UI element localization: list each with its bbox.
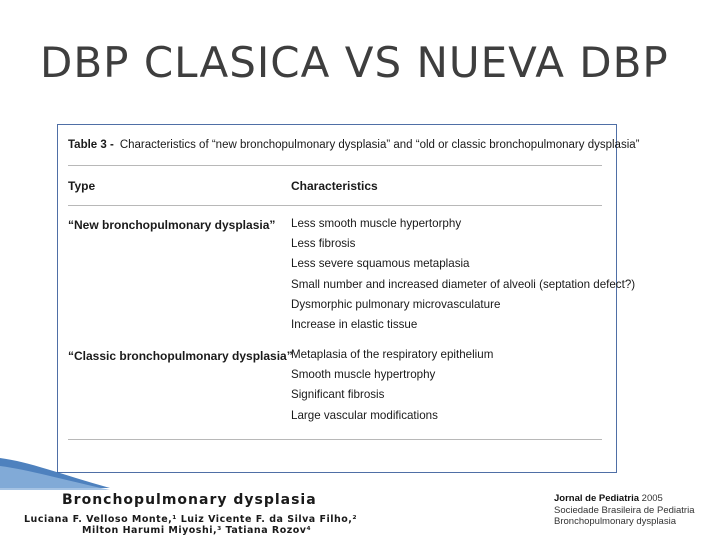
- journal-year: 2005: [641, 493, 663, 504]
- table-caption-text: Characteristics of “new bronchopulmonary dysplasia” and “old or classic bronchopulmonary dysplasia”: [119, 139, 640, 151]
- footer-authors: [24, 514, 357, 536]
- table-caption-label: Table 3 -: [68, 139, 114, 151]
- list-item: Less smooth muscle hypertorphy: [291, 217, 462, 230]
- column-header-characteristics: Characteristics: [291, 179, 378, 193]
- list-item: Significant fibrosis: [291, 388, 385, 402]
- row-type-classic: “Classic bronchopulmonary dysplasia”: [68, 349, 293, 363]
- journal-name: Jornal de Pediatria: [554, 493, 640, 504]
- list-item: Dysmorphic pulmonary microvasculature: [291, 297, 501, 311]
- journal-society: Sociedade Brasileira de Pediatria: [554, 504, 695, 516]
- table-caption: [68, 139, 639, 151]
- journal-topic: Bronchopulmonary dysplasia: [554, 516, 676, 527]
- characteristics-list-classic: [291, 345, 493, 426]
- table-divider: [68, 165, 602, 166]
- list-item: Increase in elastic tissue: [291, 318, 418, 332]
- table-divider: [68, 439, 602, 440]
- table-divider: [68, 205, 602, 206]
- list-item: Large vascular modifications: [291, 408, 438, 422]
- decorative-wave-graphic: [0, 452, 110, 492]
- list-item: Less severe squamous metaplasia: [291, 257, 470, 271]
- slide-title: DBP CLASICA VS NUEVA DBP: [40, 38, 669, 87]
- characteristics-list-new: [291, 214, 635, 335]
- row-type-new: “New bronchopulmonary dysplasia”: [68, 218, 276, 232]
- list-item: Small number and increased diameter of alveoli (septation defect?): [291, 277, 636, 291]
- authors-line-2: Milton Harumi Miyoshi,³ Tatiana Rozov⁴: [82, 525, 312, 536]
- column-header-type: Type: [68, 179, 96, 193]
- list-item: Smooth muscle hypertrophy: [291, 368, 436, 382]
- characteristics-table: [57, 124, 640, 473]
- journal-name-line: [554, 493, 694, 505]
- list-item: Metaplasia of the respiratory epithelium: [291, 348, 494, 361]
- journal-citation: [554, 493, 694, 528]
- authors-line-1: Luciana F. Velloso Monte,¹ Luiz Vicente F. da Silva Filho,²: [24, 514, 358, 525]
- footer-title: Bronchopulmonary dysplasia: [62, 492, 317, 508]
- list-item: Less fibrosis: [291, 237, 356, 251]
